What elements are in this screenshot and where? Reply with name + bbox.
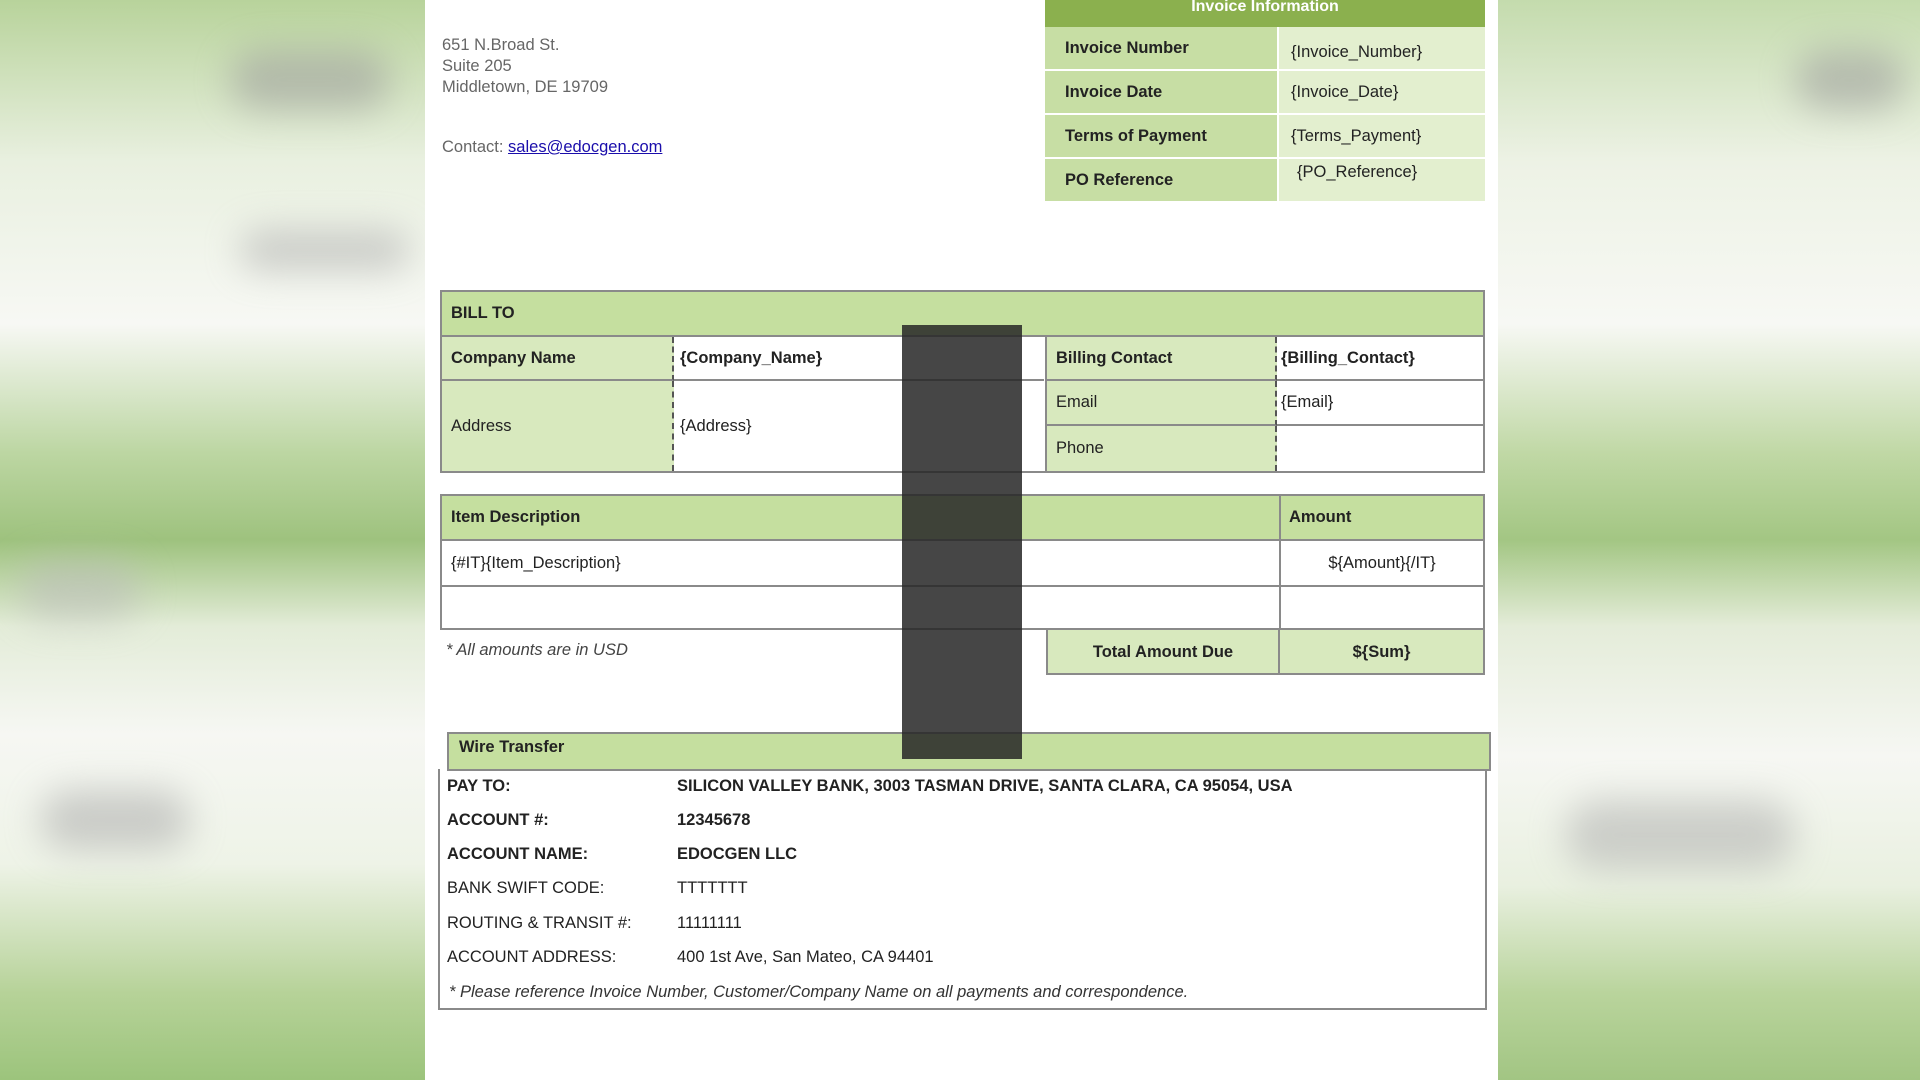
company-address (442, 35, 608, 98)
total-amount-row (1046, 630, 1485, 675)
po-reference-value: {PO_Reference} (1277, 159, 1485, 201)
pay-to-label: PAY TO: (447, 777, 511, 795)
amount-header: Amount (1289, 508, 1352, 526)
total-amount-value: ${Sum} (1352, 643, 1411, 661)
invoice-information-title: Invoice Information (1045, 0, 1485, 27)
invoice-number-value: {Invoice_Number} (1277, 27, 1485, 69)
billing-contact-value: {Billing_Contact} (1277, 337, 1483, 381)
redaction-overlay (902, 325, 1022, 759)
company-name-value: {Company_Name} (674, 337, 1044, 381)
email-label: Email (1045, 381, 1277, 426)
swift-code-value: TTTTTTT (677, 879, 748, 897)
item-description-header: Item Description (451, 508, 581, 526)
contact-email-link[interactable]: sales@edocgen.com (508, 138, 663, 156)
po-reference-row (1045, 159, 1485, 201)
routing-number-value: 11111111 (677, 914, 742, 932)
account-number-label: ACCOUNT #: (447, 811, 549, 829)
currency-note: * All amounts are in USD (446, 641, 628, 659)
invoice-date-value: {Invoice_Date} (1277, 71, 1485, 113)
account-name-value: EDOCGEN LLC (677, 845, 798, 863)
item-description-cell: {#IT}{Item_Description} (451, 553, 621, 572)
payment-reference-note: * Please reference Invoice Number, Customer/Company Name on all payments and correspondence. (449, 983, 1189, 1001)
routing-number-label: ROUTING & TRANSIT #: (447, 914, 632, 932)
item-amount-cell: ${Amount}{/IT} (1328, 553, 1436, 572)
wire-transfer-section (438, 732, 1491, 1010)
contact-label: Contact: (442, 138, 504, 156)
company-contact (442, 138, 662, 157)
address-line-2: Suite 205 (442, 57, 512, 75)
account-address-value: 400 1st Ave, San Mateo, CA 94401 (677, 948, 934, 966)
invoice-date-label: Invoice Date (1045, 71, 1277, 113)
address-label: Address (442, 381, 674, 471)
blurred-background-left (0, 0, 425, 1080)
po-reference-label: PO Reference (1045, 159, 1277, 201)
total-amount-label: Total Amount Due (1092, 643, 1234, 661)
billing-contact-label: Billing Contact (1045, 337, 1277, 381)
account-name-label: ACCOUNT NAME: (447, 845, 589, 863)
terms-of-payment-row (1045, 115, 1485, 159)
phone-value (1277, 426, 1483, 471)
address-line-1: 651 N.Broad St. (442, 36, 560, 54)
bill-to-title: BILL TO (442, 292, 1483, 337)
terms-of-payment-value: {Terms_Payment} (1277, 115, 1485, 157)
email-value: {Email} (1277, 381, 1483, 426)
invoice-number-row (1045, 27, 1485, 71)
address-line-3: Middletown, DE 19709 (442, 78, 609, 96)
pay-to-value: SILICON VALLEY BANK, 3003 TASMAN DRIVE, SANTA CLARA, CA 95054, USA (677, 777, 1293, 795)
phone-label: Phone (1045, 426, 1277, 471)
wire-transfer-title: Wire Transfer (447, 732, 1491, 771)
invoice-number-label: Invoice Number (1045, 27, 1277, 69)
swift-code-label: BANK SWIFT CODE: (447, 879, 605, 897)
company-name-label: Company Name (442, 337, 674, 381)
invoice-date-row (1045, 71, 1485, 115)
address-value: {Address} (680, 416, 752, 435)
account-number-value: 12345678 (677, 811, 751, 829)
account-address-label: ACCOUNT ADDRESS: (447, 948, 617, 966)
invoice-information-table (1045, 0, 1485, 201)
blurred-background-right (1495, 0, 1920, 1080)
wire-transfer-details (438, 769, 1487, 1010)
terms-of-payment-label: Terms of Payment (1045, 115, 1277, 157)
